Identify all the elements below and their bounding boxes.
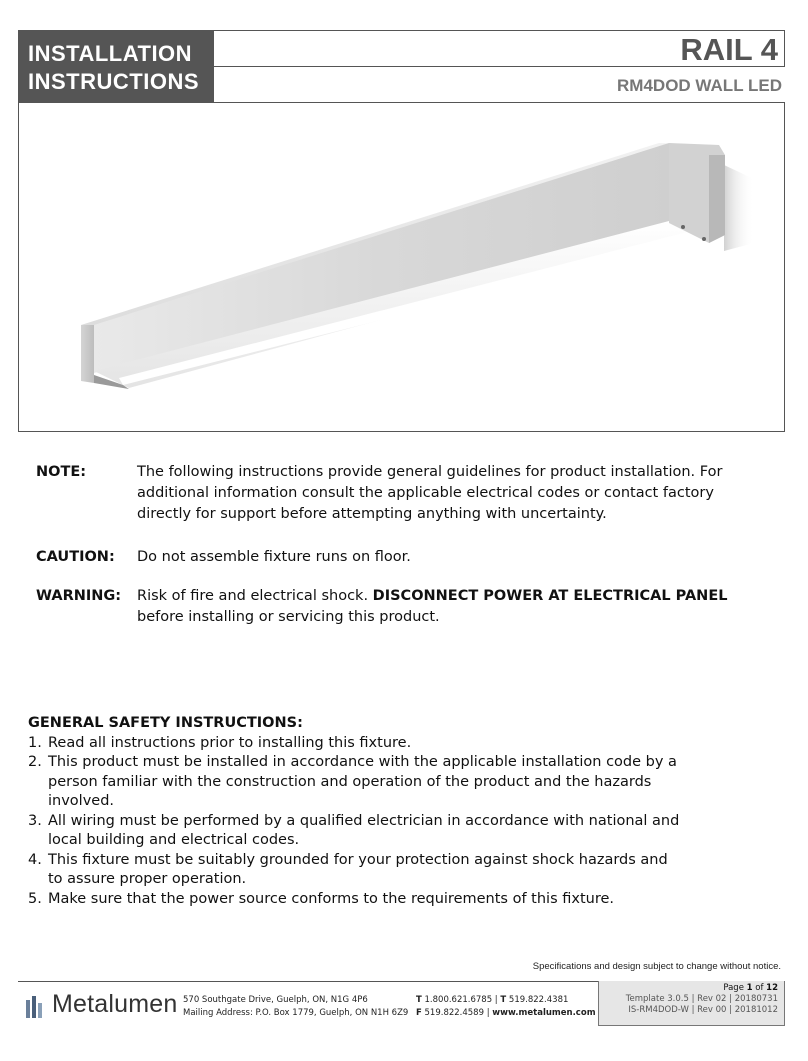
page-number: [599, 983, 778, 994]
general-safety-instructions: [28, 714, 708, 909]
brand-name: Metalumen: [52, 990, 178, 1018]
page-total: 12: [766, 983, 778, 993]
page-info-box: [598, 981, 785, 1026]
wall-fixture-image: [19, 103, 786, 433]
product-subtitle: RM4DOD WALL LED: [617, 76, 782, 95]
template-revision: Template 3.0.5 | Rev 02 | 20180731: [625, 994, 778, 1004]
contact-block: [416, 994, 596, 1020]
caution-text: Do not assemble fixture runs on floor.: [137, 549, 411, 565]
safety-heading: GENERAL SAFETY INSTRUCTIONS:: [28, 715, 303, 731]
list-item: [28, 851, 680, 890]
list-item-text: This fixture must be suitably grounded for your protection against shock hazards and to assure proper operation.: [48, 851, 668, 887]
warning-text-start: Risk of fire and electrical shock.: [137, 588, 373, 604]
warning-label: WARNING:: [36, 588, 122, 604]
disclaimer: Specifications and design subject to change without notice.: [532, 961, 781, 972]
fax-line: F 519.822.4589 | www.metalumen.com: [416, 1008, 596, 1018]
warning-text-emphasis: DISCONNECT POWER AT ELECTRICAL PANEL: [372, 588, 728, 604]
list-item-number: 2.: [28, 754, 42, 770]
page-of: of: [755, 983, 764, 993]
warning-text-end: before installing or servicing this product.: [137, 609, 440, 625]
phone-line: T 1.800.621.6785 | T 519.822.4381: [416, 995, 569, 1005]
document-type-banner: [18, 30, 214, 102]
list-item-number: 5.: [28, 890, 42, 907]
caution-label: CAUTION:: [36, 549, 115, 565]
safety-list: [28, 734, 708, 910]
mailing-address: Mailing Address: P.O. Box 1779, Guelph, ON N1H 6Z9: [183, 1008, 409, 1018]
document-type-line1: INSTALLATION: [28, 41, 193, 66]
list-item: [28, 890, 680, 910]
list-item: [28, 753, 680, 812]
note-label: NOTE:: [36, 464, 87, 480]
street-address: 570 Southgate Drive, Guelph, ON, N1G 4P6: [183, 995, 368, 1005]
list-item-text: Read all instructions prior to installing this fixture.: [48, 734, 412, 751]
phone-tollfree: 1.800.621.6785: [424, 995, 493, 1005]
title-bar: [214, 30, 785, 67]
page-label: Page: [723, 983, 744, 993]
page-current: 1: [746, 983, 753, 993]
list-item-number: 4.: [28, 851, 42, 868]
document-revision: IS-RM4DOD-W | Rev 00 | 20181012: [628, 1005, 778, 1015]
list-item: [28, 734, 680, 754]
list-item: [28, 812, 680, 851]
note-text: The following instructions provide general guidelines for product installation. For additional information consult the applicable electrical codes or contact factory directly for support before attempting anything with uncertainty.: [137, 464, 723, 522]
phone-label: T: [416, 995, 422, 1005]
list-item-text: Make sure that the power source conforms to the requirements of this fixture.: [48, 890, 614, 907]
product-photo: [18, 102, 785, 432]
list-item-number: 1.: [28, 734, 42, 751]
product-title: RAIL 4: [680, 32, 778, 67]
list-item-text: This product must be installed in accordance with the applicable installation code by a person familiar with the construction and operation of the product and the hazards involved.: [48, 754, 677, 809]
fax-label: F: [416, 1008, 422, 1018]
warning-text: [137, 586, 757, 628]
website-link[interactable]: www.metalumen.com: [492, 1008, 596, 1018]
fax-number: 519.822.4589: [424, 1008, 484, 1018]
document-type-line2: INSTRUCTIONS: [28, 69, 199, 94]
address-block: [183, 994, 408, 1020]
metalumen-logo-icon: [26, 994, 46, 1020]
phone-local: 519.822.4381: [508, 995, 569, 1005]
phone-label: T: [500, 995, 507, 1005]
list-item-number: 3.: [28, 812, 42, 829]
list-item-text: All wiring must be performed by a qualified electrician in accordance with national and local building and electrical codes.: [48, 812, 680, 848]
